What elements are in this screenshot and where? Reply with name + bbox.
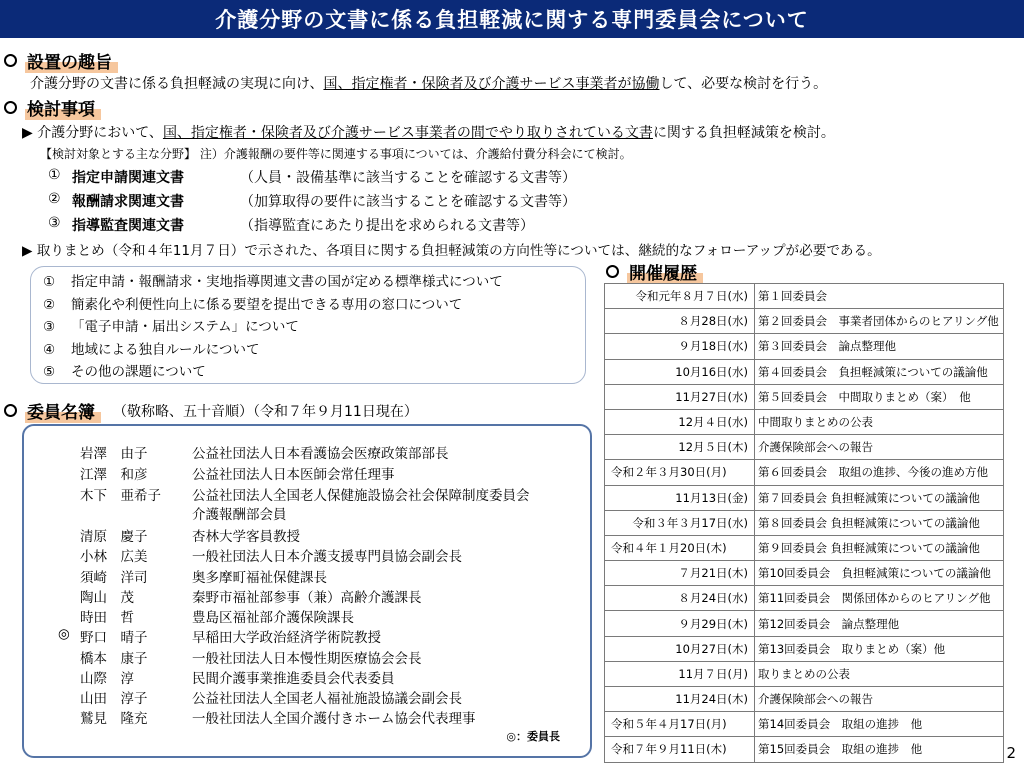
history-date: 令和３年３月17日(水): [605, 510, 755, 535]
history-date: 10月16日(水): [605, 359, 755, 384]
table-row: [605, 284, 1004, 309]
list-item: ④ 地域による独自ルールについて: [43, 341, 260, 358]
history-event: 第５回委員会 中間取りまとめ（案） 他: [755, 384, 1004, 409]
table-row: [605, 737, 1004, 762]
history-event: 第１回委員会: [755, 284, 1004, 309]
history-date: ９月18日(水): [605, 334, 755, 359]
section-purpose-heading: 設置の趣旨: [4, 48, 118, 73]
page-number: 2: [1006, 744, 1016, 762]
list-item: ③ 「電子申請・届出システム」について: [43, 319, 299, 336]
table-row: [605, 535, 1004, 560]
member-row: 鷲見 隆充 一般社団法人全国介護付きホーム協会代表理事: [80, 711, 476, 727]
table-row: [605, 561, 1004, 586]
section-history-heading: 開催履歴: [606, 259, 703, 284]
member-row: 木下 亜希子 公益社団法人全国老人保健施設協会社会保障制度委員会: [80, 488, 530, 504]
review-bullet-1: ▶ 介護分野において、国、指定権者・保険者及び介護サービス事業者の間でやり取りされている文書に関する負担軽減策を検討。: [22, 125, 835, 141]
history-event: 第８回委員会 負担軽減策についての議論他: [755, 510, 1004, 535]
member-row: 山田 淳子 公益社団法人全国老人福祉施設協議会副会長: [80, 691, 462, 707]
circle-bullet-icon: [606, 265, 619, 278]
history-event: 第３回委員会 論点整理他: [755, 334, 1004, 359]
history-date: ７月21日(木): [605, 561, 755, 586]
review-fields-note: 【検討対象とする主な分野】 注）介護報酬の要件等に関連する事項については、介護給付費分科会にて検討。: [40, 147, 632, 161]
circle-bullet-icon: [4, 404, 17, 417]
history-date: 11月７日(月): [605, 661, 755, 686]
history-date: 令和５年４月17日(月): [605, 712, 755, 737]
member-row: 小林 広美 一般社団法人日本介護支援専門員協会副会長: [80, 549, 462, 565]
history-event: 中間取りまとめの公表: [755, 409, 1004, 434]
history-event: 第11回委員会 関係団体からのヒアリング他: [755, 586, 1004, 611]
history-event: 第13回委員会 取りまとめ（案）他: [755, 636, 1004, 661]
member-row: 時田 哲 豊島区福祉部介護保険課長: [80, 610, 354, 626]
history-event: 第14回委員会 取組の進捗 他: [755, 712, 1004, 737]
review-bullet-2: ▶ 取りまとめ（令和４年11月７日）で示された、各項目に関する負担軽減策の方向性等については、継続的なフォローアップが必要である。: [22, 243, 881, 259]
history-date: 11月24日(木): [605, 687, 755, 712]
list-item: ② 簡素化や利便性向上に係る要望を提出できる専用の窓口について: [43, 296, 463, 313]
history-event: 取りまとめの公表: [755, 661, 1004, 686]
history-event: 第４回委員会 負担軽減策についての議論他: [755, 359, 1004, 384]
history-date: 令和２年３月30日(月): [605, 460, 755, 485]
table-row: [605, 586, 1004, 611]
table-row: [605, 460, 1004, 485]
history-event: 第10回委員会 負担軽減策についての議論他: [755, 561, 1004, 586]
table-row: [605, 611, 1004, 636]
table-row: [605, 712, 1004, 737]
history-event: 介護保険部会への報告: [755, 435, 1004, 460]
review-field-row: ③ 指導監査関連文書 （指導監査にあたり提出を求められる文書等）: [48, 215, 534, 234]
member-row-chair: ◎ 野口 晴子 早稲田大学政治経済学術院教授: [58, 626, 381, 646]
member-row: 山際 淳 民間介護事業推進委員会代表委員: [80, 671, 395, 687]
member-row: 陶山 茂 秦野市福祉部参事（兼）高齢介護課長: [80, 590, 422, 606]
table-row: [605, 435, 1004, 460]
table-row: [605, 384, 1004, 409]
table-row: [605, 485, 1004, 510]
history-date: 11月13日(金): [605, 485, 755, 510]
page-title: 介護分野の文書に係る負担軽減に関する専門委員会について: [0, 0, 1024, 38]
history-date: ８月28日(水): [605, 309, 755, 334]
history-date: 11月27日(水): [605, 384, 755, 409]
circle-bullet-icon: [4, 101, 17, 114]
circle-bullet-icon: [4, 54, 17, 67]
table-row: [605, 636, 1004, 661]
member-list: [22, 424, 592, 758]
review-field-row: ② 報酬請求関連文書 （加算取得の要件に該当することを確認する文書等）: [48, 191, 576, 210]
history-event: 第７回委員会 負担軽減策についての議論他: [755, 485, 1004, 510]
member-row: 岩澤 由子 公益社団法人日本看護協会医療政策部部長: [80, 446, 449, 462]
history-date: 12月４日(水): [605, 409, 755, 434]
table-row: [605, 409, 1004, 434]
member-row: 清原 慶子 杏林大学客員教授: [80, 529, 300, 545]
history-date: ８月24日(水): [605, 586, 755, 611]
table-row: [605, 510, 1004, 535]
history-event: 第15回委員会 取組の進捗 他: [755, 737, 1004, 762]
history-date: 令和４年１月20日(木): [605, 535, 755, 560]
table-row: [605, 661, 1004, 686]
table-row: [605, 687, 1004, 712]
history-table: [604, 283, 1004, 763]
list-item: ① 指定申請・報酬請求・実地指導関連文書の国が定める標準様式について: [43, 274, 503, 290]
table-row: [605, 309, 1004, 334]
chair-note: ◎：委員長: [506, 730, 560, 743]
issues-list: [30, 266, 586, 384]
history-date: 12月５日(木): [605, 435, 755, 460]
member-row: 介護報酬部会員: [192, 507, 287, 523]
history-date: 令和元年８月７日(水): [605, 284, 755, 309]
member-row: 須崎 洋司 奥多摩町福祉保健課長: [80, 570, 327, 586]
list-item: ⑤ その他の課題について: [43, 364, 206, 381]
history-date: ９月29日(木): [605, 611, 755, 636]
history-date: 令和７年９月11日(木): [605, 737, 755, 762]
history-date: 10月27日(木): [605, 636, 755, 661]
history-event: 介護保険部会への報告: [755, 687, 1004, 712]
history-event: 第６回委員会 取組の進捗、今後の進め方他: [755, 460, 1004, 485]
review-field-row: ① 指定申請関連文書 （人員・設備基準に該当することを確認する文書等）: [48, 167, 576, 186]
history-event: 第２回委員会 事業者団体からのヒアリング他: [755, 309, 1004, 334]
history-event: 第12回委員会 論点整理他: [755, 611, 1004, 636]
purpose-text: 介護分野の文書に係る負担軽減の実現に向け、国、指定権者・保険者及び介護サービス事業者が協働して、必要な検討を行う。: [30, 76, 828, 92]
section-members-heading: 委員名簿 （敬称略、五十音順）（令和７年９月11日現在）: [4, 398, 418, 423]
table-row: [605, 359, 1004, 384]
history-event: 第９回委員会 負担軽減策についての議論他: [755, 535, 1004, 560]
member-row: 橋本 康子 一般社団法人日本慢性期医療協会会長: [80, 651, 422, 667]
member-row: 江澤 和彦 公益社団法人日本医師会常任理事: [80, 467, 395, 483]
table-row: [605, 334, 1004, 359]
section-review-heading: 検討事項: [4, 95, 101, 120]
